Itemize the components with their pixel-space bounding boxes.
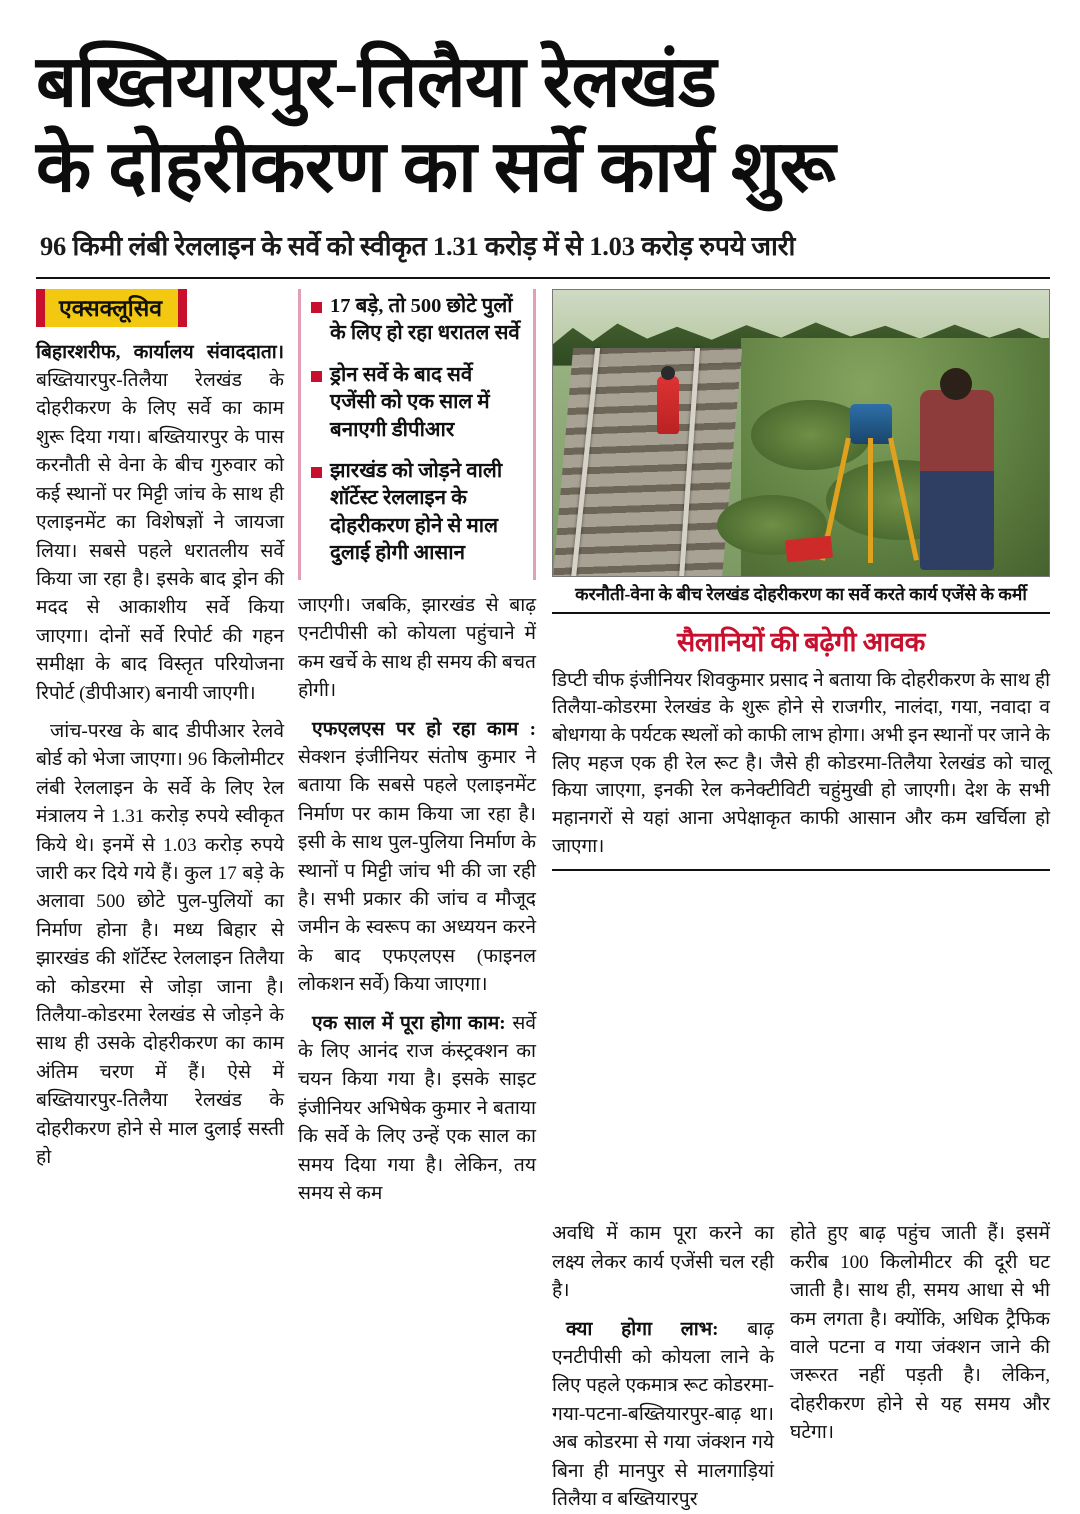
lower-col3-para-1: अवधि में काम पूरा करने का लक्ष्य लेकर कार्य एजेंसी चल रही है।	[552, 1223, 774, 1302]
photo-tripod-legs	[840, 438, 900, 563]
exclusive-label: एक्सक्लूसिव	[45, 289, 178, 327]
column-one-body	[36, 339, 284, 1173]
bullet-text: 17 बड़े, तो 500 छोटे पुलों के लिए हो रहा धरातल सर्वे	[330, 294, 520, 345]
photo-survey-tripod	[840, 398, 900, 563]
lower-column-three	[536, 1220, 774, 1514]
section2-head: एक साल में पूरा होगा काम:	[312, 1012, 506, 1034]
column-three	[536, 289, 1050, 871]
lower-col3-section	[552, 1316, 774, 1514]
column1-para-2: जांच-परख के बाद डीपीआर रेलवे बोर्ड को भेजा जाएगा। 96 किलोमीटर लंबी रेललाइन के सर्वे के लिए रेल मंत्रालय ने 1.31 करोड़ रुपये स्वीकृत किये थे। इनमें से 1.03 करोड़ रुपये जारी कर दिये गये हैं। कुल 17 बड़े के अलावा 500 छोटे पुल-पुलियों का निर्माण होना है। मध्य बिहार से झारखंड की शॉर्टेस्ट रेललाइन तिलैया को कोडरमा से जोड़ा जाना है। तिलैया-कोडरमा रेलखंड से जोड़ने के साथ ही उसके दोहरीकरण का काम अंतिम चरण में हैं। ऐसे में बख्तियारपुर-तिलैया रेलखंड के दोहरीकरण होने से माल दुलाई सस्ती हो	[36, 720, 284, 1169]
badge-right-bar	[178, 289, 187, 327]
key-points-box	[298, 289, 536, 580]
column-two-body	[298, 592, 536, 1209]
photo-railway-track	[553, 348, 742, 577]
bullet-text: झारखंड को जोड़ने वाली शॉर्टेस्ट रेललाइन के दोहरीकरण होने से माल दुलाई होगी आसान	[330, 460, 503, 565]
list-item	[311, 458, 523, 568]
article-columns	[36, 289, 1050, 1209]
lower-col3-text: बाढ़ एनटीपीसी को कोयला लाने के लिए पहले एकमात्र रूट कोडरमा-गया-पटना-बख्तियारपुर-बाढ़ था। अब कोडरमा से गया जंक्शन गये बिना ही मानपुर से मालगाड़ियां तिलैया व बख्तियारपुर	[552, 1318, 774, 1511]
photo-block	[552, 289, 1050, 871]
list-item	[311, 293, 523, 348]
tripod-leg	[868, 438, 873, 563]
subheadline: 96 किमी लंबी रेललाइन के सर्वे को स्वीकृत 1.31 करोड़ में से 1.03 करोड़ रुपये जारी	[40, 230, 796, 261]
photo-surveyor	[920, 390, 994, 570]
photo-person-walking	[657, 376, 679, 434]
headline-line-2: के दोहरीकरण का सर्वे कार्य शुरू	[36, 127, 836, 208]
column-one	[36, 289, 284, 1173]
sidebar-body: डिप्टी चीफ इंजीनियर शिवकुमार प्रसाद ने बताया कि दोहरीकरण के साथ ही तिलैया-कोडरमा रेलखंड के शुरू होने से राजगीर, नालंदा, गया, नवादा व बोधगया के पर्यटक स्थलों को काफी लाभ होगा। अभी इन स्थानों पर जाने के लिए महज एक ही रेल रूट है। जैसे ही कोडरमा-तिलैया रेलखंड को चालू किया जाएगा, इनकी रेल कनेक्टीविटी चहुंमुखी हो जाएगी। देश के सभी महानगरों से यहां आना अपेक्षाकृत काफी आसान और कम खर्चिला हो जाएगा।	[552, 669, 1050, 857]
article-photo	[552, 289, 1050, 577]
section1-text: सेक्शन इंजीनियर संतोष कुमार ने बताया कि सबसे पहले एलाइनमेंट निर्माण पर काम किया जा रहा है। इसी के साथ पुल-पुलिया निर्माण के स्थानों प मिट्टी जांच भी की जा रही है। सभी प्रकार की जांच व मौजूद जमीन के स्वरूप का अध्ययन करने के बाद एफएलएस (फाइनल लोकशन सर्वे) किया जाएगा।	[298, 746, 536, 996]
bullet-text: ड्रोन सर्वे के बाद सर्वे एजेंसी को एक साल में बनाएगी डीपीआर	[330, 363, 490, 441]
column1-para-1: बख्तियारपुर-तिलैया रेलखंड के दोहरीकरण के लिए सर्वे का काम शुरू दिया गया। बख्तियारपुर के पास करनौती से वेना के बीच गुरुवार को कई स्थानों पर मिट्टी जांच के साथ ही एलाइनमेंट का विशेषज्ञों ने जायजा लिया। सबसे पहले धरातलीय सर्वे किया जा रहा है। इसके बाद ड्रोन की मदद से आकाशीय सर्वे किया जाएगा। दोनों सर्वे रिपोर्ट की गहन समीक्षा के बाद विस्तृत परियोजना रिपोर्ट (डीपीआर) बनायी जाएगी।	[36, 370, 284, 704]
page-title	[36, 42, 1050, 208]
section2-text: सर्वे के लिए आनंद राज कंस्ट्रक्शन का चयन किया गया है। इसके साइट इंजीनियर अभिषेक कुमार ने बताया कि सर्वे के लिए उन्हें एक साल का समय दिया गया है। लेकिन, तय समय से कम	[298, 1012, 536, 1205]
divider-under-sidebar	[552, 869, 1050, 871]
lower-column-four	[774, 1220, 1050, 1447]
sidebar-headline: सैलानियों की बढ़ेगी आवक	[676, 626, 926, 657]
badge-left-bar	[36, 289, 45, 327]
column2-section-1	[298, 716, 536, 1000]
lower-columns	[36, 1220, 1050, 1514]
column2-para-1: जाएगी। जबकि, झारखंड से बाढ़ एनटीपीसी को कोयला पहुंचाने में कम खर्चे के साथ ही समय की बचत होगी।	[298, 594, 536, 702]
exclusive-badge	[36, 289, 284, 327]
lower-col3-head: क्या होगा लाभ:	[566, 1318, 719, 1340]
bullet-square-icon	[311, 467, 322, 478]
photo-caption: करनौती-वेना के बीच रेलखंड दोहरीकरण का सर्वे करते कार्य एजेंसे के कर्मी	[552, 577, 1050, 614]
photo-red-box	[785, 535, 833, 562]
section1-head: एफएलएस पर हो रहा काम :	[312, 718, 536, 740]
list-item	[311, 362, 523, 444]
lower-col4-para: होते हुए बाढ़ पहुंच जाती हैं। इसमें करीब 100 किलोमीटर की दूरी घट जाती है। साथ ही, समय आधा से भी कम लगता है। क्योंकि, अधिक ट्रैफिक वाले पटना व गया जंक्शन जाने की जरूरत नहीं पड़ती है। लेकिन, दोहरीकरण होने से यह समय और घटेगा।	[790, 1223, 1050, 1444]
column-two	[284, 289, 536, 1209]
bullet-square-icon	[311, 302, 322, 313]
newspaper-page	[0, 42, 1080, 1511]
divider-top	[36, 277, 1050, 279]
dateline-paragraph	[36, 339, 284, 708]
column2-section-2	[298, 1010, 536, 1209]
headline-line-1: बख्तियारपुर-तिलैया रेलखंड	[36, 42, 717, 122]
dateline: बिहारशरीफ, कार्यालय संवाददाता।	[36, 341, 284, 363]
bullet-square-icon	[311, 371, 322, 382]
